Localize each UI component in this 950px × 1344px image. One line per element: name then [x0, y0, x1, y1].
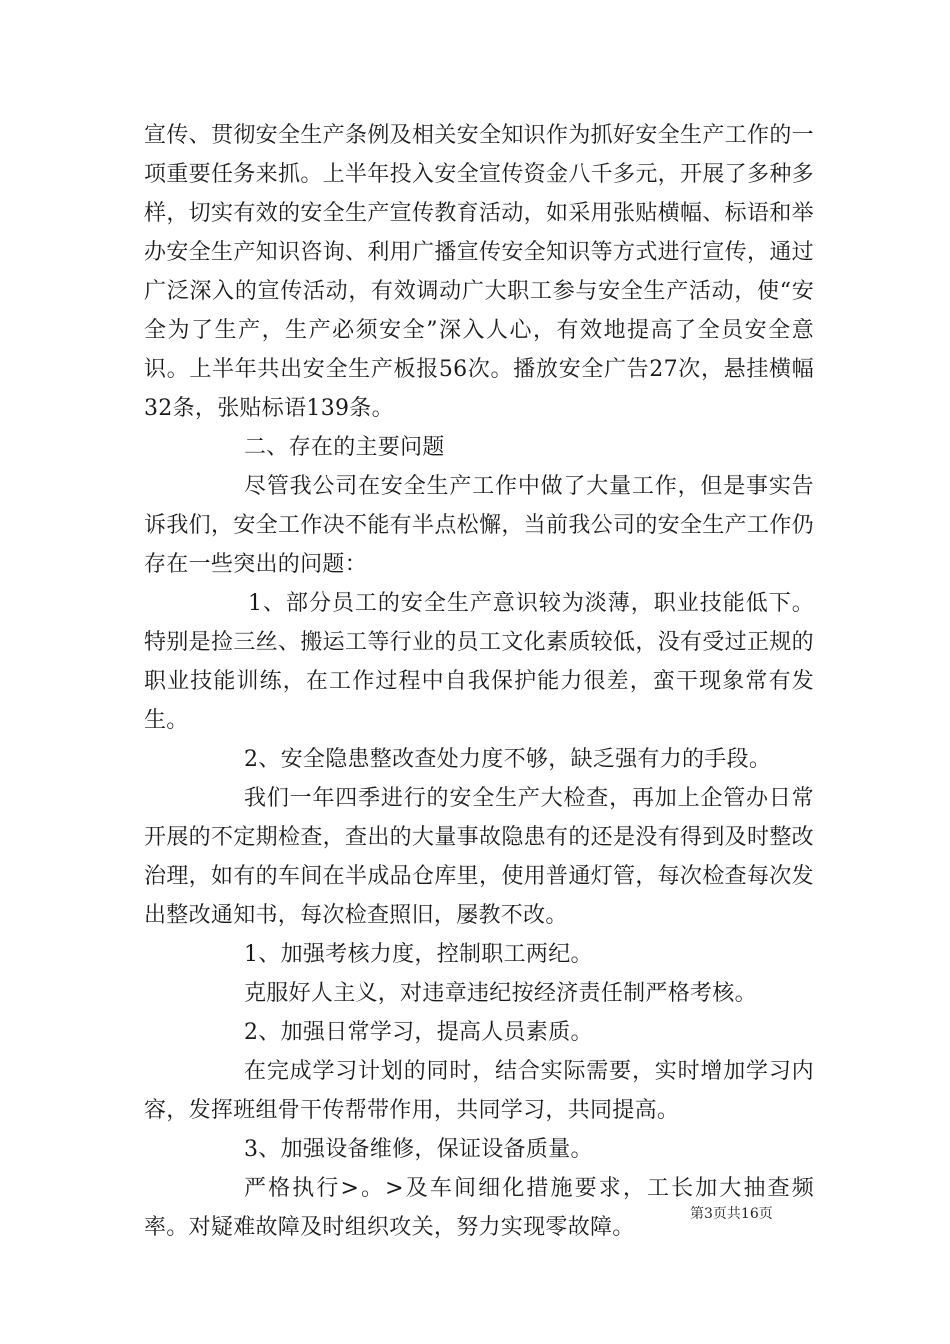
paragraph-measure-3-title: 3、加强设备维修，保证设备质量。	[244, 1137, 593, 1162]
page-number: 第3页共16页	[690, 1206, 773, 1222]
document-body	[144, 116, 814, 1247]
paragraph-measure-3-detail: 严格执行>。>及车间细化措施要求，工长加大抽查频率。对疑难故障及时组织攻关，努力实现零故障。	[144, 1176, 814, 1240]
paragraph-problem-2-title: 2、安全隐患整改查处力度不够，缺乏强有力的手段。	[244, 747, 772, 772]
paragraph-measure-2-title: 2、加强日常学习，提高人员素质。	[244, 1020, 593, 1045]
paragraph-problem-2-detail: 我们一年四季进行的安全生产大检查，再加上企管办日常开展的不定期检查，查出的大量事故隐患有的还是没有得到及时整改治理，如有的车间在半成品仓库里，使用普通灯管，每次检查每次发出整改通知书，每次检查照旧，屡教不改。	[144, 786, 814, 928]
paragraph-measure-1-detail: 克服好人主义，对违章违纪按经济责任制严格考核。	[244, 981, 757, 1006]
paragraph-publicity: 宣传、贯彻安全生产条例及相关安全知识作为抓好安全生产工作的一项重要任务来抓。上半年投入安全宣传资金八千多元，开展了多种多样，切实有效的安全生产宣传教育活动，如采用张贴横幅、标语和举办安全生产知识咨询、利用广播宣传安全知识等方式进行宣传，通过广泛深入的宣传活动，有效调动广大职工参与安全生产活动，使“安全为了生产，生产必须安全”深入人心，有效地提高了全员安全意识。上半年共出安全生产板报56次。播放安全广告27次，悬挂横幅32条，张贴标语139条。	[144, 123, 814, 421]
section-heading-problems: 二、存在的主要问题	[244, 435, 445, 460]
paragraph-measure-2-detail: 在完成学习计划的同时，结合实际需要，实时增加学习内容，发挥班组骨干传帮带作用，共同学习，共同提高。	[144, 1059, 814, 1123]
paragraph-problem-1: 1、部分员工的安全生产意识较为淡薄，职业技能低下。特别是捡三丝、搬运工等行业的员工文化素质较低，没有受过正规的职业技能训练，在工作过程中自我保护能力很差，蛮干现象常有发生。	[144, 591, 814, 733]
paragraph-measure-1-title: 1、加强考核力度，控制职工两纪。	[244, 942, 593, 967]
paragraph-problems-intro: 尽管我公司在安全生产工作中做了大量工作，但是事实告诉我们，安全工作决不能有半点松懈，当前我公司的安全生产工作仍存在一些突出的问题：	[144, 474, 814, 577]
